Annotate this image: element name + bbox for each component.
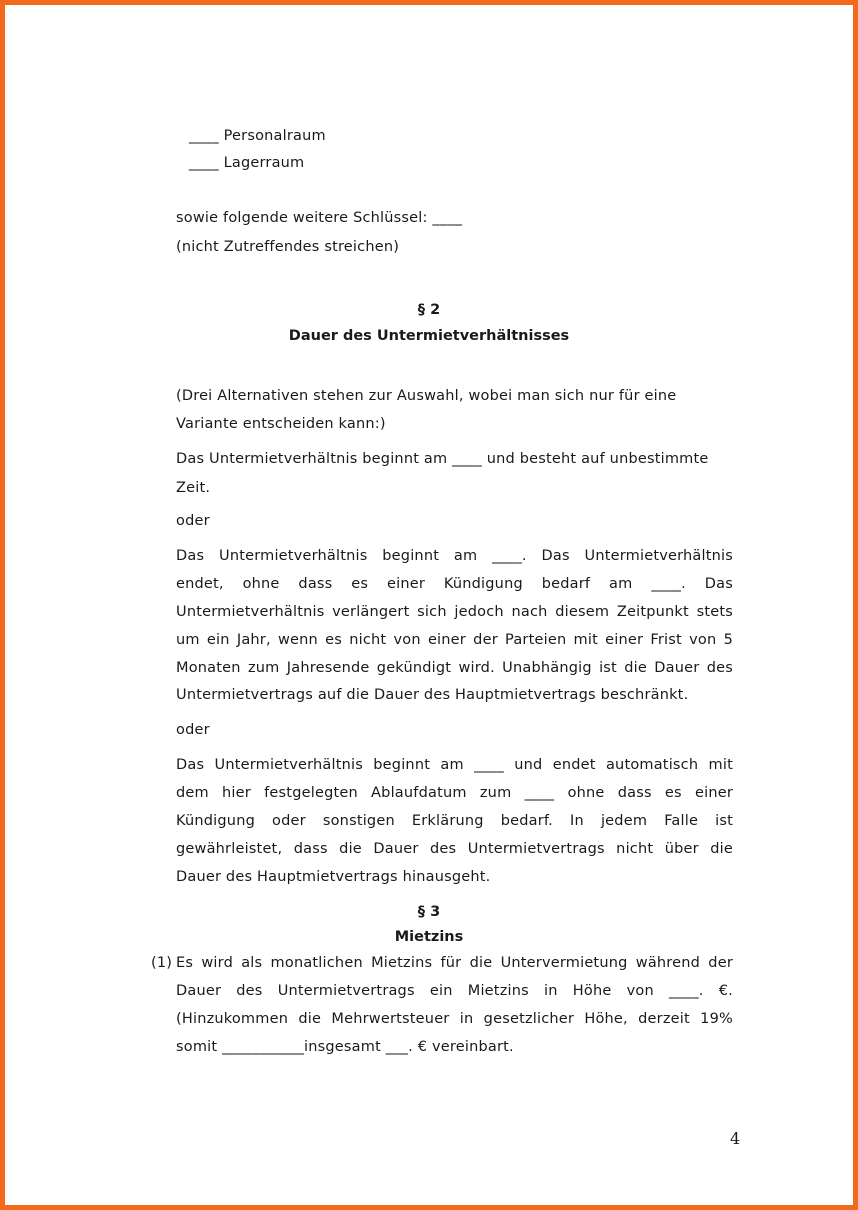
alt1-line: Zeit. — [176, 480, 211, 496]
alt2-line: Das Untermietverhältnis beginnt am ____. Das Untermietverhältnis — [176, 548, 733, 564]
mietzins-line: (Hinzukommen die Mehrwertsteuer in gesetzlicher Höhe, derzeit 19% — [176, 1011, 733, 1027]
alt2-line: Untermietvertrags auf die Dauer des Hauptmietvertrags beschränkt. — [176, 687, 689, 703]
alt2-line: um ein Jahr, wenn es nicht von einer der Parteien mit einer Frist von 5 — [176, 632, 733, 648]
alt2-line: endet, ohne dass es einer Kündigung bedarf am ____. Das — [176, 576, 733, 592]
alt3-line: Dauer des Hauptmietvertrags hinausgeht. — [176, 869, 491, 885]
list-item-personalraum: ____ Personalraum — [189, 128, 326, 144]
intro-line: Variante entscheiden kann:) — [176, 416, 386, 432]
list-item-lagerraum: ____ Lagerraum — [189, 155, 305, 171]
alt3-line: Kündigung oder sonstigen Erklärung bedarf. In jedem Falle ist — [176, 813, 733, 829]
mietzins-line: Dauer des Untermietvertrags ein Mietzins in Höhe von ____. €. — [176, 983, 733, 999]
section-2-number: § 2 — [417, 302, 441, 318]
alt3-line: Das Untermietverhältnis beginnt am ____ und endet automatisch mit — [176, 757, 733, 773]
alt3-line: gewährleistet, dass die Dauer des Untermietvertrags nicht über die — [176, 841, 733, 857]
intro-line: (Drei Alternativen stehen zur Auswahl, wobei man sich nur für eine — [176, 388, 677, 404]
alt2-line: Untermietverhältnis verlängert sich jedoch nach diesem Zeitpunkt stets — [176, 604, 733, 620]
section-3-title: Mietzins — [394, 929, 464, 945]
item-label: (1) — [151, 955, 173, 971]
alt2-line: Monaten zum Jahresende gekündigt wird. Unabhängig ist die Dauer des — [176, 660, 733, 676]
or-label: oder — [176, 513, 210, 529]
mietzins-line: Es wird als monatlichen Mietzins für die Untervermietung während der — [176, 955, 733, 971]
alt3-line: dem hier festgelegten Ablaufdatum zum ____ ohne dass es einer — [176, 785, 733, 801]
strike-note: (nicht Zutreffendes streichen) — [176, 239, 400, 255]
mietzins-line: somit ___________insgesamt ___. € vereinbart. — [176, 1039, 514, 1055]
alt1-line: Das Untermietverhältnis beginnt am ____ und besteht auf unbestimmte — [176, 451, 709, 467]
section-3-number: § 3 — [417, 904, 441, 920]
keys-line: sowie folgende weitere Schlüssel: ____ — [176, 210, 463, 226]
or-label: oder — [176, 722, 210, 738]
page-number: 4 — [730, 1129, 741, 1148]
section-2-title: Dauer des Untermietverhältnisses — [288, 328, 570, 344]
